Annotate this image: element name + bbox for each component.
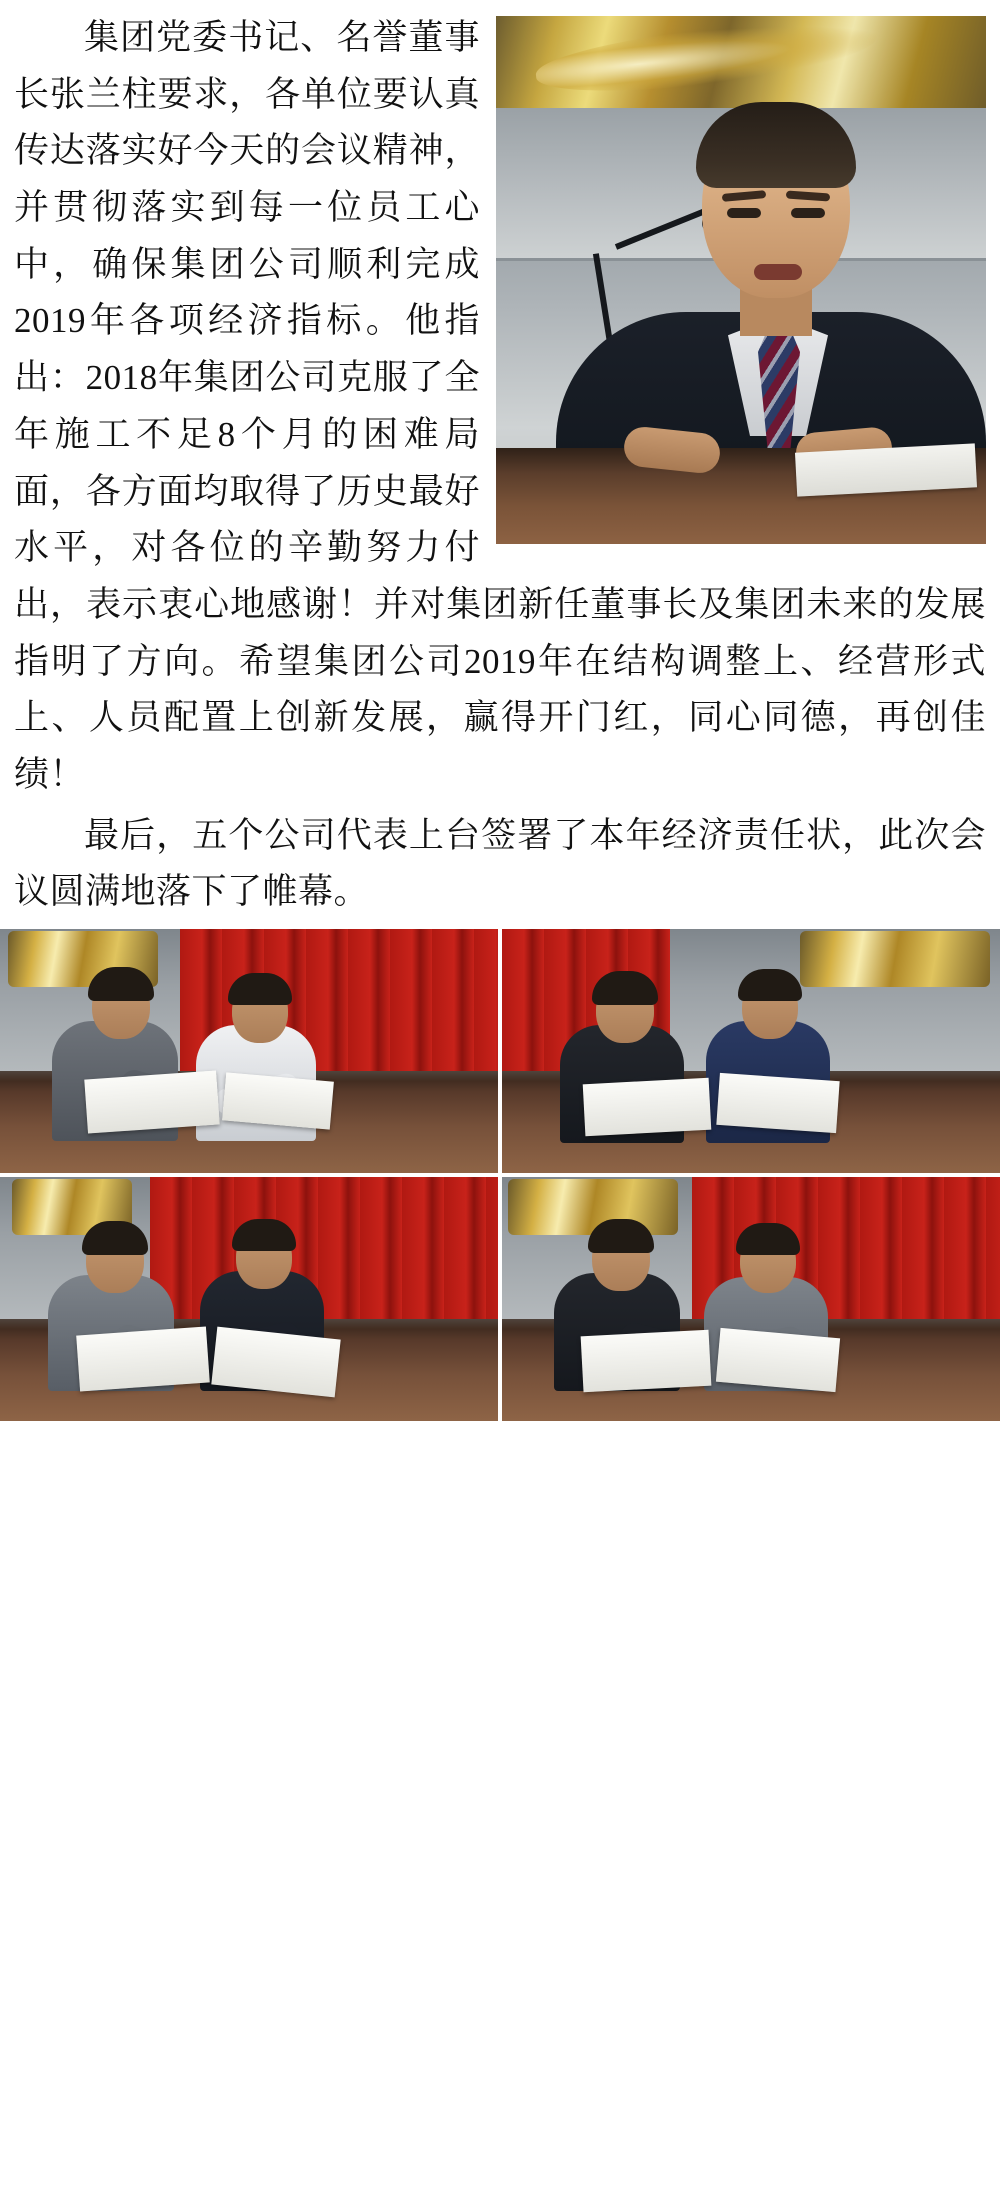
- portrait-photo-image: [496, 16, 986, 544]
- signing-photo-3: [0, 1177, 498, 1421]
- gold-wall-ornament: [508, 1179, 678, 1235]
- article-paragraph-2: 最后，五个公司代表上台签署了本年经济责任状，此次会议圆满地落下了帷幕。: [14, 815, 986, 912]
- speaker-eye-right: [791, 208, 825, 218]
- signing-document: [222, 1072, 334, 1129]
- signing-photo-grid: [0, 929, 1000, 1421]
- signer-right-hair: [232, 1219, 296, 1251]
- portrait-photo: [496, 16, 986, 544]
- signing-photo-4: [502, 1177, 1000, 1421]
- signing-photo-2: [502, 929, 1000, 1173]
- signing-document: [76, 1327, 210, 1392]
- gold-wall-ornament: [496, 16, 986, 108]
- signer-right-hair: [738, 969, 802, 1001]
- signing-document: [716, 1073, 839, 1133]
- signing-document: [581, 1330, 712, 1393]
- signing-document: [84, 1070, 219, 1133]
- signer-right-hair: [228, 973, 292, 1005]
- signing-photo-1: [0, 929, 498, 1173]
- signing-document: [583, 1078, 712, 1137]
- article-paragraph-1: 集团党委书记、名誉董事长张兰柱要求，各单位要认真传达落实好今天的会议精神，并贯彻落实到每一位员工心中，确保集团公司顺利完成2019年各项经济指标。他指出：2018年集团公司克服了全年施工不足8个月的困难局面，各方面均取得了历史最好水平，对各位的辛勤努力付出，表示衷心地感谢！并对集团新任董事长及集团未来的发展指明了方向。希望集团公司2019年在结构调整上、经营形式上、人员配置上创新发展，赢得开门红，同心同德，再创佳绩！: [14, 18, 986, 794]
- gold-wall-ornament: [800, 931, 990, 987]
- signer-right-hair: [736, 1223, 800, 1255]
- article-body: [14, 10, 986, 921]
- speech-papers: [795, 443, 977, 496]
- speaker-mouth: [754, 264, 802, 280]
- speaker-eye-left: [727, 208, 761, 218]
- signing-document: [716, 1328, 840, 1392]
